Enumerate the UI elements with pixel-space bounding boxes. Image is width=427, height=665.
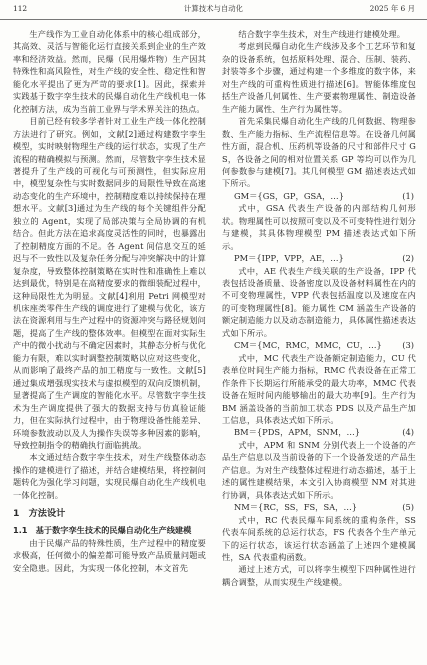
equation bbox=[222, 339, 416, 351]
paragraph: 首先采集民爆自动化生产线的几何数据、物理参数、生产能力指标、生产流程信息等。在设备几何属性方面，混合机、压药机等设备的尺寸和部件尺寸 GS，各设备之间的相对位置关系 GP 等均可以作为几何参数参与建模[7]。其几何模型 GM 描述表达式如下所示。 bbox=[222, 116, 416, 189]
paragraph: 式中，MC 代表生产设备额定制造能力，CU 代表单位时间生产能力指标，RMC 代表设备在正常工作条件下长期运行所能承受的最大功率，MMC 代表设备在短时间内能够输出的最大功率[9]。生产行为 BM 涵盖设备的当前加工状态 PDS 以及产品生产加工信息，具体表达式如下所示。 bbox=[222, 352, 416, 425]
equation bbox=[222, 501, 416, 513]
paragraph: 结合数字孪生技术，对生产线进行建模处理。 bbox=[238, 29, 406, 39]
equation-body: NM＝{RC，SS，FS，SA，…} bbox=[234, 502, 358, 513]
equation-body: PM＝{IPP，VPP，AE，…} bbox=[234, 253, 344, 264]
paragraph: 考虑到民爆自动化生产线涉及多个工艺环节和复杂的设备系统，包括原料处理、混合、压制、装药、封装等多个步骤，通过构建一个多维度的数字体，来对生产线的可重构性质进行描述[6]。智能体维度包括生产设备几何属性、生产要素物理属性、制造设备生产能力属性、生产行为属性等。 bbox=[222, 41, 416, 114]
paragraph: 式中，APM 和 SNM 分别代表上一个设备的产品生产信息以及当前设备的下一个设备发送的产品生产信息。为对生产线整体过程进行动态描述，基于上述的属性建模结果，本文引入协商模型 NM 对其进行协调，具体表达式如下所示。 bbox=[222, 439, 416, 500]
equation-number: (2) bbox=[402, 253, 414, 264]
subsection-heading: 1.1 基于数字孪生技术的民爆自动化生产线建模 bbox=[13, 525, 192, 536]
paragraph: 由于民爆产品的特殊性质，生产过程中的精度要求极高，任何微小的偏差都可能导致产品质量问题或安全隐患。因此，为实现一体化控制，本文首先 bbox=[13, 537, 206, 573]
left-column bbox=[13, 28, 206, 574]
equation bbox=[222, 252, 416, 264]
right-column bbox=[222, 28, 416, 588]
equation-number: (5) bbox=[402, 502, 414, 513]
paragraph: 通过上述方式，可以将孪生模型下四种属性进行耦合调整，从而实现生产线建模。 bbox=[222, 564, 416, 587]
equation-number: (3) bbox=[402, 340, 414, 351]
paragraph: 生产线作为工业自动化体系中的核心组成部分，其高效、灵活与智能化运行直接关系到企业的生产效率和经济效益。然而，民爆（民用爆炸物）生产因其特殊性和高风险性，对生产线的安全性、稳定性和智能化水平提出了更为严苛的要求[1]。因此，探索并实践基于数字孪生技术的民爆自动化生产线机电一体化控制方法，成为当前工业界与学术界关注的热点。 bbox=[13, 29, 206, 114]
paragraph: 式中，AE 代表生产线关联的生产设备，IPP 代表包括设备质量、设备密度以及设备材料属性在内的不可变物理属性，VPP 代表包括温度以及速度在内的可变物理属性[8]。能力属性 CM 涵盖生产设备的额定制造能力以及动态制造能力，具体属性描述表达式如下所示。 bbox=[222, 265, 416, 338]
paragraph: 式中，GSA 代表生产设备的内部结构几何形状。物理属性可以按照可变以及不可变特性进行划分与建模，其具体物理模型 PM 描述表达式如下所示。 bbox=[222, 203, 416, 251]
equation-body: CM＝{MC，RMC，MMC，CU，…} bbox=[234, 340, 382, 351]
journal-title: 计算技术与自动化 bbox=[183, 4, 244, 13]
paragraph: 本文通过结合数字孪生技术，对生产线整体动态操作的建模进行了描述，并结合建模结果，将控制问题转化为强化学习问题，实现民爆自动化生产线机电一体化控制。 bbox=[13, 452, 206, 500]
equation-number: (4) bbox=[402, 427, 414, 438]
equation bbox=[222, 190, 416, 202]
equation bbox=[222, 426, 416, 438]
section-heading: 1 方法设计 bbox=[13, 508, 66, 520]
paragraph: 目前已经有较多学者针对工业生产线一体化控制方法进行了研究。例如，文献[2]通过构建数字孪生模型，实时映射物理生产线的运行状态，实现了生产流程的精确模拟与预测。然而，尽管数字孪生技术显著提升了生产线的可视化与可预测性，但实际应用中，模型复杂性与实时数据同步的局限性导致在高速动态变化的生产环境中，控制精度难以持续保持在理想水平。文献[3]通过为生产线的每个关键组件分配独立的 Agent，实现了局部决策与全局协调的有机结合。但此方法在追求高度灵活性的同时，也暴露出了控制精度方面的不足。各 Agent 间信息交互的延迟与不一致性以及复杂任务分配与冲突解决中的计算复杂度，导致整体控制策略在实时性和准确性上难以达到最优，特别是在高精度要求的微细装配过程中，这种局限性尤为明显。文献[4]利用 Petri 网模型对机床座类零件生产线的调度进行了建模与优化，该方法在资源利用与生产过程中的资源冲突与路径规划问题，提高了生产线的整体效率。但模型在面对实际生产中的微小扰动与不确定因素时，其静态分析与优化能力有限，难以实时调整控制策略以应对这些变化，从而影响了最终产品的加工精度与一致性。文献[5]通过集成增强现实技术与虚拟模型的双向反馈机制，显著提高了生产调度的智能化水平。尽管数字孪生技术为生产调度提供了强大的数据支持与仿真验证能力，但在实际执行过程中，由于物理设备性能差异、环境参数波动以及人为操作失误等多种因素的影响，导致控制指令的精确执行面临挑战。 bbox=[13, 116, 206, 450]
issue-date: 2025 年 6 月 bbox=[369, 4, 415, 13]
equation-body: GM＝{GS，GP，GSA，…} bbox=[234, 190, 344, 201]
page-number: 112 bbox=[13, 4, 28, 13]
equation-number: (1) bbox=[402, 190, 414, 201]
running-header bbox=[0, 0, 427, 20]
equation-body: BM＝{PDS，APM，SNM，…} bbox=[234, 427, 361, 438]
paragraph: 式中，RC 代表民爆车间系统的重构条件，SS 代表车间系统的总运行状态，FS 代表各个生产单元下的运行状态，该运行状态涵盖了上述四个建模属性，SA 代表重构函数。 bbox=[222, 514, 416, 562]
